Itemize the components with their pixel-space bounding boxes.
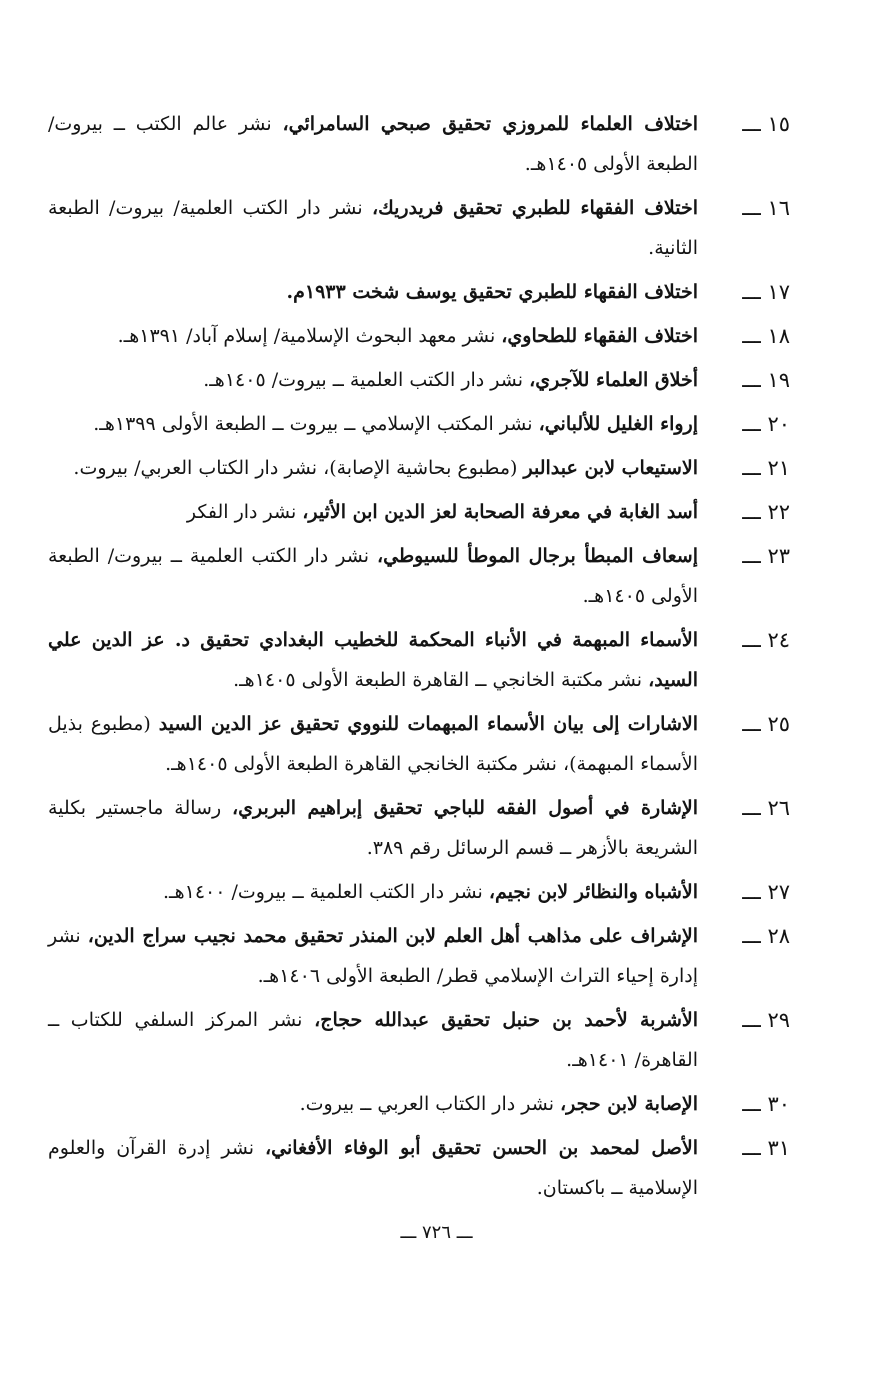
entry-text <box>48 104 698 184</box>
entry-title: الإصابة لابن حجر، <box>560 1093 698 1115</box>
bibliography-entry <box>48 492 790 532</box>
entry-number: ١٥ ـــ <box>742 112 790 136</box>
entry-publication: رسالة ماجستير بكلية الشريعة بالأزهر ــ قسم الرسائل رقم ٣٨٩. <box>48 797 698 859</box>
entry-text <box>48 872 698 912</box>
entry-text <box>48 1084 698 1124</box>
entry-publication: نشر معهد البحوث الإسلامية/ إسلام آباد/ ١٣٩١هـ. <box>117 325 502 347</box>
entry-publication: نشر مكتبة الخانجي ــ القاهرة الطبعة الأولى ١٤٠٥هـ. <box>233 669 649 691</box>
entry-number: ٢٤ ـــ <box>742 628 790 652</box>
entry-publication: (مطبوع بذيل الأسماء المبهمة)، نشر مكتبة الخانجي القاهرة الطبعة الأولى ١٤٠٥هـ. <box>48 713 698 775</box>
bibliography-entry <box>48 404 790 444</box>
entry-publication: نشر دار الفكر <box>186 501 303 523</box>
bibliography-entry <box>48 272 790 312</box>
entry-publication: نشر دار الكتب العلمية ــ بيروت/ ١٤٠٠هـ. <box>162 881 489 903</box>
entry-title: إسعاف المبطأ برجال الموطأ للسيوطي، <box>377 545 698 567</box>
entry-number: ٢٦ ـــ <box>742 796 790 820</box>
entry-text <box>48 188 698 268</box>
entry-title: الاستيعاب لابن عبدالبر <box>523 457 698 479</box>
entry-number: ٢٣ ـــ <box>742 544 790 568</box>
entry-title: اختلاف الفقهاء للطبري تحقيق يوسف شخت ١٩٣٣م. <box>286 281 698 303</box>
entry-title: الأسماء المبهمة في الأنباء المحكمة للخطيب البغدادي تحقيق د. عز الدين علي السيد، <box>48 629 698 691</box>
entry-publication: نشر المكتب الإسلامي ــ بيروت ــ الطبعة الأولى ١٣٩٩هـ. <box>93 413 539 435</box>
entry-number: ٢٢ ـــ <box>742 500 790 524</box>
entry-number: ٢٨ ـــ <box>742 924 790 948</box>
entry-text <box>48 704 698 784</box>
entry-publication: نشر إدرة القرآن والعلوم الإسلامية ــ باكستان. <box>48 1137 698 1199</box>
entry-publication: نشر عالم الكتب ــ بيروت/ الطبعة الأولى ١٤٠٥هـ. <box>48 113 698 175</box>
entry-number: ٢٧ ـــ <box>742 880 790 904</box>
entry-text <box>48 1000 698 1080</box>
entry-number: ٣١ ـــ <box>742 1136 790 1160</box>
entry-number: ٢١ ـــ <box>742 456 790 480</box>
entry-number: ١٧ ـــ <box>742 280 790 304</box>
page-number: ـــ ٧٢٦ ـــ <box>400 1222 473 1243</box>
entry-title: الأصل لمحمد بن الحسن تحقيق أبو الوفاء الأفغاني، <box>265 1137 698 1159</box>
entry-number: ١٩ ـــ <box>742 368 790 392</box>
entry-text <box>48 620 698 700</box>
entry-text <box>48 492 698 532</box>
entry-number: ١٦ ـــ <box>742 196 790 220</box>
entry-title: أسد الغابة في معرفة الصحابة لعز الدين ابن الأثير، <box>302 501 698 523</box>
entry-text <box>48 916 698 996</box>
entry-text <box>48 272 698 312</box>
entry-publication: نشر دار الكتاب العربي ــ بيروت. <box>299 1093 561 1115</box>
entry-title: الأشباه والنظائر لابن نجيم، <box>488 881 698 903</box>
entry-text <box>48 448 698 488</box>
entry-number: ٣٠ ـــ <box>742 1092 790 1116</box>
bibliography-entry <box>48 1128 790 1208</box>
bibliography-entry <box>48 788 790 868</box>
entry-title: أخلاق العلماء للآجري، <box>529 369 698 391</box>
entry-title: الإشراف على مذاهب أهل العلم لابن المنذر تحقيق محمد نجيب سراج الدين، <box>87 925 698 947</box>
entry-publication: نشر دار الكتب العلمية/ بيروت/ الطبعة الثانية. <box>48 197 698 259</box>
entry-number: ٢٠ ـــ <box>742 412 790 436</box>
bibliography-entry <box>48 1084 790 1124</box>
entry-number: ٢٩ ـــ <box>742 1008 790 1032</box>
entry-title: اختلاف العلماء للمروزي تحقيق صبحي السامرائي، <box>282 113 699 135</box>
bibliography-entry <box>48 360 790 400</box>
bibliography-entry <box>48 188 790 268</box>
entry-text <box>48 404 698 444</box>
entry-text <box>48 536 698 616</box>
entry-title: الأشربة لأحمد بن حنبل تحقيق عبدالله حجاج، <box>314 1009 698 1031</box>
entry-number: ٢٥ ـــ <box>742 712 790 736</box>
entry-text <box>48 788 698 868</box>
bibliography-entry <box>48 620 790 700</box>
bibliography-entry <box>48 1000 790 1080</box>
entry-publication: نشر المركز السلفي للكتاب ــ القاهرة/ ١٤٠١هـ. <box>48 1009 698 1071</box>
bibliography-entry <box>48 104 790 184</box>
entry-title: الاشارات إلى بيان الأسماء المبهمات للنووي تحقيق عز الدين السيد <box>158 713 698 735</box>
entry-number: ١٨ ـــ <box>742 324 790 348</box>
bibliography-list <box>48 104 790 1212</box>
bibliography-entry <box>48 316 790 356</box>
bibliography-entry <box>48 704 790 784</box>
bibliography-entry <box>48 536 790 616</box>
entry-title: اختلاف الفقهاء للطحاوي، <box>501 325 698 347</box>
entry-publication: (مطبوع بحاشية الإصابة)، نشر دار الكتاب العربي/ بيروت. <box>73 457 524 479</box>
bibliography-entry <box>48 916 790 996</box>
bibliography-entry <box>48 448 790 488</box>
entry-text <box>48 360 698 400</box>
entry-title: إرواء الغليل للألباني، <box>538 413 698 435</box>
entry-text <box>48 316 698 356</box>
entry-publication: نشر دار الكتب العلمية ــ بيروت/ الطبعة الأولى ١٤٠٥هـ. <box>48 545 698 607</box>
entry-title: اختلاف الفقهاء للطبري تحقيق فريدريك، <box>371 197 698 219</box>
entry-publication: نشر دار الكتب العلمية ــ بيروت/ ١٤٠٥هـ. <box>203 369 530 391</box>
entry-title: الإشارة في أصول الفقه للباجي تحقيق إبراهيم البربري، <box>231 797 698 819</box>
entry-text <box>48 1128 698 1208</box>
entry-publication: نشر إدارة إحياء التراث الإسلامي قطر/ الطبعة الأولى ١٤٠٦هـ. <box>48 925 698 987</box>
bibliography-entry <box>48 872 790 912</box>
